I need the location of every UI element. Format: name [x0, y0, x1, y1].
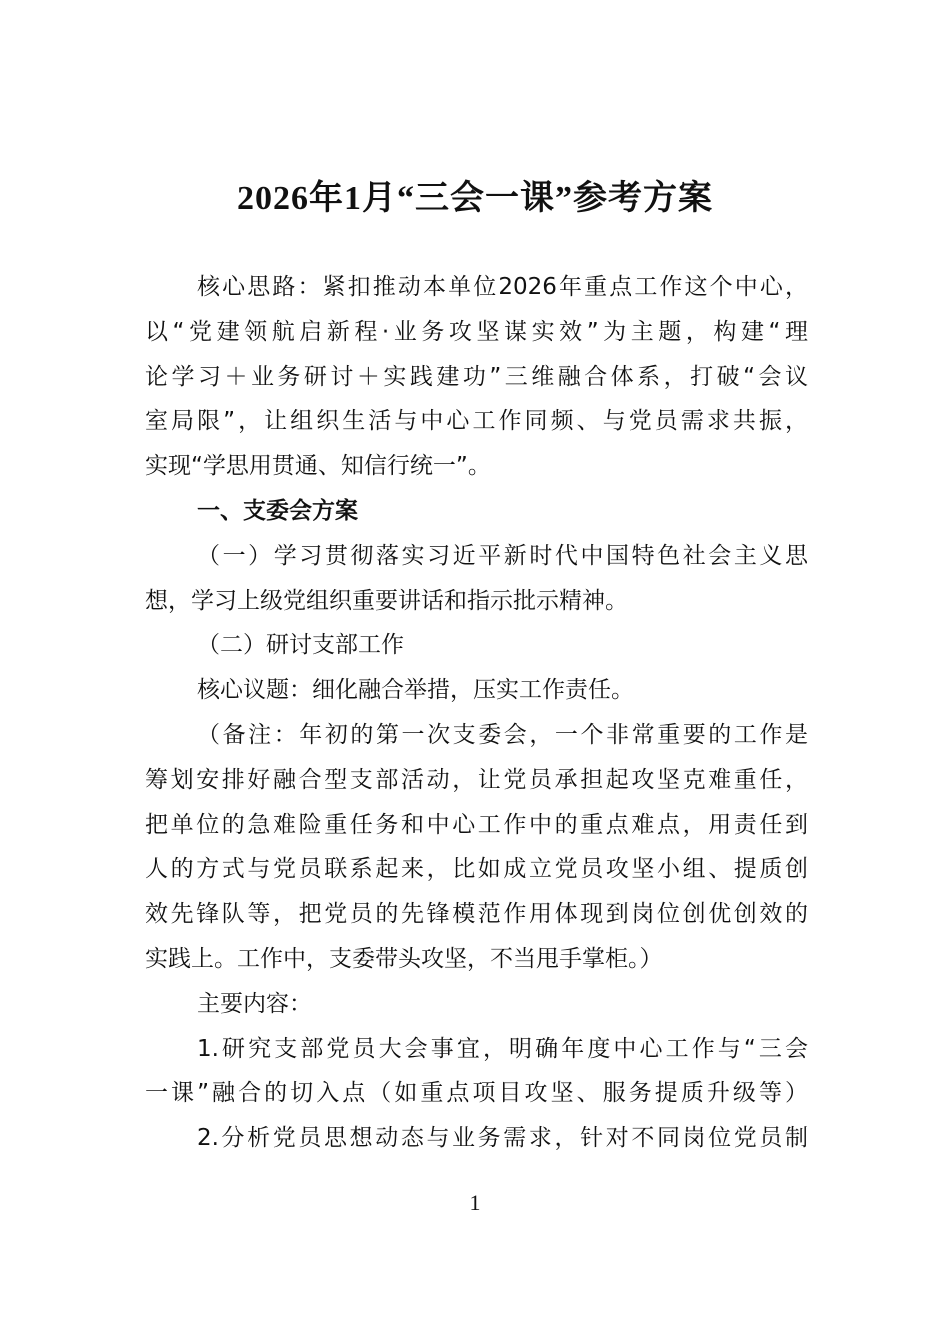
paragraph-line: 以“党建领航启新程·业务攻坚谋实效”为主题，构建“理: [145, 318, 808, 345]
paragraph-line: 核心议题：细化融合举措，压实工作责任。: [197, 677, 634, 704]
paragraph-line: 效先锋队等，把党员的先锋模范作用体现到岗位创优创效的: [145, 901, 808, 928]
paragraph-line: 筹划安排好融合型支部活动，让党员承担起攻坚克难重任，: [145, 766, 808, 793]
document-body: [145, 265, 808, 1161]
list-item: 1.研究支部党员大会事宜，明确年度中心工作与“三会: [197, 1035, 808, 1062]
paragraph-line: 实现“学思用贯通、知信行统一”。: [145, 453, 491, 480]
paragraph-line: 室局限”，让组织生活与中心工作同频、与党员需求共振，: [145, 408, 808, 435]
paragraph-line: 主要内容：: [197, 990, 312, 1017]
paragraph-line: 实践上。工作中，支委带头攻坚，不当甩手掌柜。）: [145, 945, 663, 972]
section-heading: 一、支委会方案: [197, 497, 358, 524]
paragraph-line: 人的方式与党员联系起来，比如成立党员攻坚小组、提质创: [145, 856, 808, 883]
paragraph-line: 论学习＋业务研讨＋实践建功”三维融合体系，打破“会议: [145, 363, 808, 390]
paragraph-line: 把单位的急难险重任务和中心工作中的重点难点，用责任到: [145, 811, 808, 838]
list-item: 一课”融合的切入点（如重点项目攻坚、服务提质升级等）: [145, 1080, 808, 1107]
document-title: 2026年1月“三会一课”参考方案: [237, 180, 713, 217]
paragraph-line: （备注：年初的第一次支委会，一个非常重要的工作是: [197, 721, 808, 748]
paragraph-line: 核心思路：紧扣推动本单位2026年重点工作这个中心，: [197, 274, 808, 300]
page-number: 1: [469, 1190, 481, 1215]
subsection-heading: （二）研讨支部工作: [197, 632, 404, 659]
subsection-heading: 想，学习上级党组织重要讲话和指示批示精神。: [145, 587, 628, 614]
list-item: 2.分析党员思想动态与业务需求，针对不同岗位党员制: [197, 1125, 808, 1152]
subsection-heading: （一）学习贯彻落实习近平新时代中国特色社会主义思: [197, 542, 808, 569]
